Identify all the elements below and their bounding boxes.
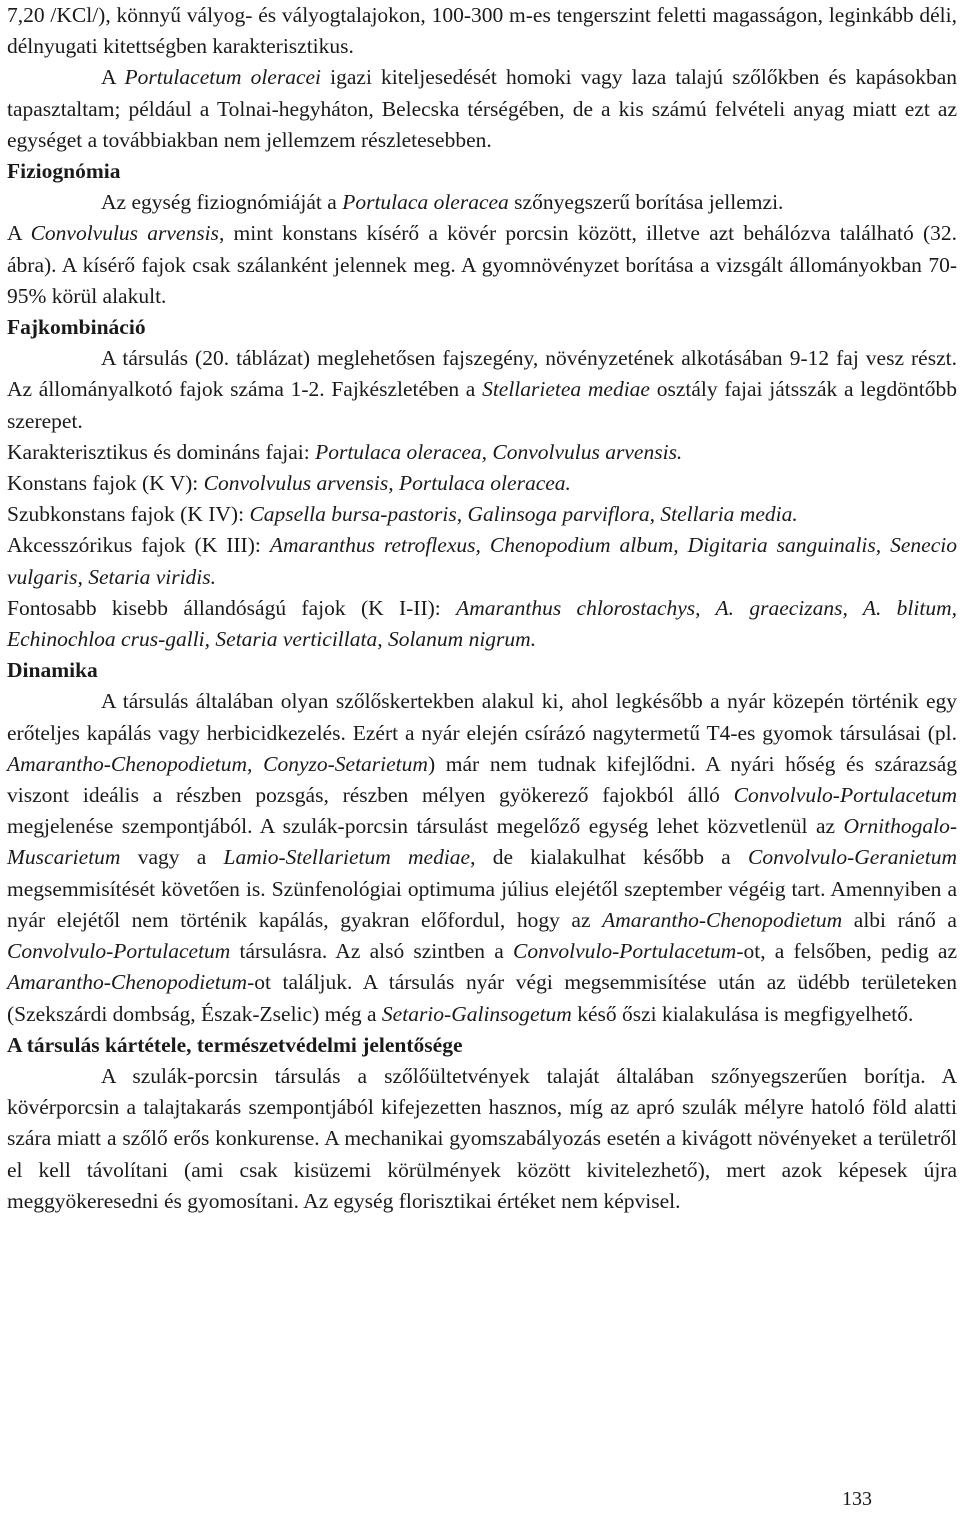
heading-fiziognomia: Fiziognómia bbox=[7, 159, 121, 184]
species-constant: Konstans fajok (K V): Convolvulus arvensis, Portulaca oleracea. bbox=[7, 471, 571, 496]
paragraph-fiziognomia-1: Az egység fiziognómiáját a Portulaca oleracea szőnyegszerű borítása jellemzi. bbox=[101, 190, 784, 215]
species-subconstant: Szubkonstans fajok (K IV): Capsella bursa-pastoris, Galinsoga parviflora, Stellaria media. bbox=[7, 502, 798, 527]
paragraph-kartetel: A szulák-porcsin társulás a szőlőültetvények talaját általában szőnyegszerűen borítja. A kövérporcsin a talajtakarás szempontjából kifejezetten hasznos, míg az apró szulák mélyre hatoló föld alatti szára miatt a szőlő erős konkurense. A mechanikai gyomszabályozás esetén a kivágott növényeket a területről el kell távolítani (ami csak kisüzemi körülmények között kivitelezhető), mert azok képesek újra meggyökeresedni és gyomosítani. Az egység florisztikai értéket nem képvisel. bbox=[7, 1063, 957, 1213]
species-characteristic: Karakterisztikus és domináns fajai: Portulaca oleracea, Convolvulus arvensis. bbox=[7, 439, 683, 464]
page-number: 133 bbox=[842, 1488, 872, 1510]
paragraph-portulacetum: A Portulacetum oleracei igazi kiteljesedését homoki vagy laza talajú szőlőkben és kapásokban tapasztaltam; például a Tolnai-hegyháton, Belecska térségében, de a kis számú felvételi anyag miatt ezt az egységet a továbbiakban nem jellemzem részletesebben. bbox=[7, 65, 957, 152]
paragraph-fiziognomia-2: A Convolvulus arvensis, mint konstans kísérő a kövér porcsin között, illetve azt behálózva található (32. ábra). A kísérő fajok csak szálanként jelennek meg. A gyomnövényzet borítása a vizsgált állományokban 70-95% körül alakult. bbox=[7, 221, 958, 308]
heading-kartetel: A társulás kártétele, természetvédelmi jelentősége bbox=[7, 1032, 463, 1057]
heading-dinamika: Dinamika bbox=[7, 658, 98, 683]
document-page bbox=[7, 0, 957, 1217]
paragraph-fajkombinacio: A társulás (20. táblázat) meglehetősen fajszegény, növényzetének alkotásában 9-12 faj vesz részt. Az állományalkotó fajok száma 1-2. Fajkészletében a Stellarietea mediae osztály fajai játsszák a legdöntőbb szerepet. bbox=[7, 346, 957, 433]
paragraph-intro: 7,20 /KCl/), könnyű vályog- és vályogtalajokon, 100-300 m-es tengerszint feletti magasságon, leginkább déli, délnyugati kitettségben karakterisztikus. bbox=[7, 3, 957, 59]
species-accessory: Akcesszórikus fajok (K III): Amaranthus retroflexus, Chenopodium album, Digitaria sanguinalis, Senecio vulgaris, Setaria viridis. bbox=[7, 533, 957, 589]
paragraph-dinamika: A társulás általában olyan szőlőskertekben alakul ki, ahol legkésőbb a nyár közepén történik egy erőteljes kapálás vagy herbicidkezelés. Ezért a nyár elején csírázó nagytermetű T4-es gyomok társulásai (pl. Amarantho-Chenopodietum, Conyzo-Setarietum) már nem tudnak kifejlődni. A nyári hőség és szárazság viszont ideális a részben pozsgás, részben mélyen gyökerező fajokból álló Convolvulo-Portulacetum megjelenése szempontjából. A szulák-porcsin társulást megelőző egység lehet közvetlenül az Ornithogalo-Muscarietum vagy a Lamio-Stellarietum mediae, de kialakulhat később a Convolvulo-Geranietum megsemmisítését követően is. Szünfenológiai optimuma július elejétől szeptember végéig tart. Amennyiben a nyár elejétől nem történik kapálás, gyakran előfordul, hogy az Amarantho-Chenopodietum albi ránő a Convolvulo-Portulacetum társulásra. Az alsó szintben a Convolvulo-Portulacetum-ot, a felsőben, pedig az Amarantho-Chenopodietum-ot találjuk. A társulás nyár végi megsemmisítése után az üdébb területeken (Szekszárdi dombság, Észak-Zselic) még a Setario-Galinsogetum késő őszi kialakulása is megfigyelhető. bbox=[7, 689, 957, 1026]
species-low-constancy: Fontosabb kisebb állandóságú fajok (K I-II): Amaranthus chlorostachys, A. graecizans, A. blitum, Echinochloa crus-galli, Setaria verticillata, Solanum nigrum. bbox=[7, 595, 957, 652]
heading-fajkombinacio: Fajkombináció bbox=[7, 315, 146, 340]
